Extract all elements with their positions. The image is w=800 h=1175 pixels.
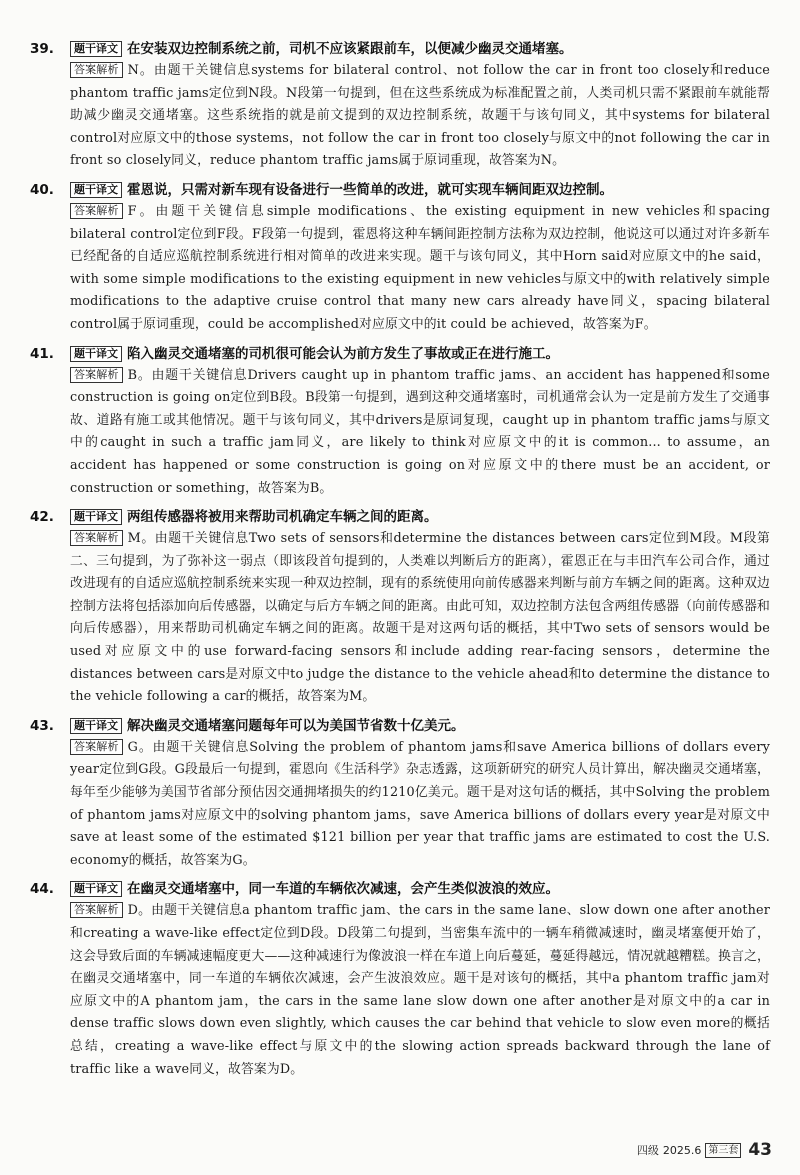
question-44 bbox=[30, 878, 770, 1081]
question-translation-line bbox=[30, 506, 770, 528]
question-translation-line bbox=[30, 179, 770, 201]
analysis-tag: 答案解析 bbox=[70, 62, 123, 78]
answer-analysis-paragraph bbox=[70, 365, 770, 501]
question-translation-line bbox=[30, 38, 770, 60]
answer-analysis-paragraph bbox=[70, 900, 770, 1081]
page-footer bbox=[637, 1140, 772, 1160]
question-translation-line bbox=[30, 878, 770, 900]
question-40 bbox=[30, 179, 770, 337]
question-translation: 在幽灵交通堵塞中，同一车道的车辆依次减速，会产生类似波浪的效应。 bbox=[127, 881, 559, 898]
question-translation: 解决幽灵交通堵塞问题每年可以为美国节省数十亿美元。 bbox=[127, 717, 465, 734]
question-number: 41. bbox=[30, 345, 54, 362]
question-translation-line bbox=[30, 715, 770, 737]
analysis-tag: 答案解析 bbox=[70, 203, 123, 219]
question-number: 39. bbox=[30, 41, 54, 57]
analysis-tag: 答案解析 bbox=[70, 367, 123, 383]
translation-tag: 题干译文 bbox=[70, 718, 122, 734]
answer-analysis-paragraph bbox=[70, 201, 770, 337]
translation-tag: 题干译文 bbox=[70, 509, 122, 525]
answer-section bbox=[30, 38, 770, 1087]
answer-analysis: G。由题干关键信息Solving the problem of phantom jams和save America billions of dollars every year定位到G段。G段最后一句提到，霍恩向《生活科学》杂志透露，这项新研究的研究人员计算出，解决幽灵交通堵塞，每年至少能够为美国节省部分预估因交通拥堵损失的约1210亿美元。题干是对这句话的概括，其中Solving the problem of phantom jams对应原文中的solving phantom jams，save America billions of dollars every year是对原文中save at least some of the estimated $121 billion per year that traffic jams are estimated to cost the U.S. economy的概括，故答案为G。 bbox=[70, 739, 770, 868]
publication-name: 四级 bbox=[636, 1144, 659, 1157]
analysis-tag: 答案解析 bbox=[70, 739, 123, 755]
answer-analysis: F。由题干关键信息simple modifications、the existing equipment in new vehicles和spacing bilateral control定位到F段。F段第一句提到，霍恩将这种车辆间距控制方法称为双边控制，他说这可以通过对许多新车已经配备的自适应巡航控制系统进行相对简单的改进来实现。题干与该句同义，其中Horn said对应原文中的he said，with some simple modifications to the existing equipment in new vehicles与原文中的with relatively simple modifications to the adaptive cruise control that many new cars already have同义，spacing bilateral control属于原词重现，could be accomplished对应原文中的it could be achieved，故答案为F。 bbox=[70, 203, 770, 332]
answer-analysis-paragraph bbox=[70, 737, 770, 873]
analysis-tag: 答案解析 bbox=[70, 530, 123, 546]
question-translation: 两组传感器将被用来帮助司机确定车辆之间的距离。 bbox=[127, 509, 438, 526]
translation-tag: 题干译文 bbox=[70, 182, 122, 198]
translation-tag: 题干译文 bbox=[70, 346, 122, 362]
question-translation: 霍恩说，只需对新车现有设备进行一些简单的改进，就可实现车辆间距双边控制。 bbox=[127, 181, 613, 198]
analysis-tag: 答案解析 bbox=[70, 902, 123, 918]
question-39 bbox=[30, 38, 770, 173]
answer-analysis: B。由题干关键信息Drivers caught up in phantom traffic jams、an accident has happened和some construction is going on定位到B段。B段第一句提到，遇到这种交通堵塞时，司机通常会认为一定是前方发生了交通事故、道路有施工或其他情况。题干与该句同义，其中drivers是原词复现，caught up in phantom traffic jams与原文中的caught in such a traffic jam同义，are likely to think对应原文中的it is common... to assume，an accident has happened or some construction is going on对应原文中的there must be an accident, or construction or something，故答案为B。 bbox=[70, 367, 770, 496]
translation-tag: 题干译文 bbox=[70, 881, 122, 897]
question-43 bbox=[30, 715, 770, 873]
question-number: 42. bbox=[30, 509, 54, 526]
page-number: 43 bbox=[748, 1140, 772, 1160]
question-number: 44. bbox=[30, 881, 54, 898]
answer-analysis: M。由题干关键信息Two sets of sensors和determine the distances between cars定位到M段。M段第二、三句提到，为了弥补这一弱点（即该段首句提到的，人类难以判断后方的距离），霍恩正在与丰田汽车公司合作，通过改进现有的自适应巡航控制系统来实现一种双边控制，现有的系统使用向前传感器来判断与前方车辆之间的距离。这种双边控制方法将包括添加向后传感器，以确定与后方车辆之间的距离。由此可知，双边控制方法包含两组传感器（向前传感器和向后传感器），用来帮助司机确定车辆之间的距离。故题干是对这两句话的概括，其中Two sets of sensors would be used对应原文中的use forward-facing sensors和include adding rear-facing sensors，determine the distances between cars是对原文中to judge the distance to the vehicle ahead和to determine the distance to the vehicle following a car的概括，故答案为M。 bbox=[70, 531, 770, 705]
answer-analysis: N。由题干关键信息systems for bilateral control、not follow the car in front too closely和reduce phantom traffic jams定位到N段。N段第一句提到，但在这些系统成为标准配置之前，人类司机只需不紧跟前车就能帮助减少幽灵交通堵塞。这些系统指的就是前文提到的双边控制系统，故题干与该句同义，其中systems for bilateral control对应原文中的those systems，not follow the car in front too closely与原文中的not following the car in front so closely同义，reduce phantom traffic jams属于原词重现，故答案为N。 bbox=[70, 63, 770, 169]
answer-analysis-paragraph bbox=[70, 528, 770, 709]
question-number: 40. bbox=[30, 181, 54, 198]
question-translation-line bbox=[30, 343, 770, 365]
answer-analysis: D。由题干关键信息a phantom traffic jam、the cars in the same lane、slow down one after another和creating a wave-like effect定位到D段。D段第二句提到，当密集车流中的一辆车稍微减速时，幽灵堵塞便开始了，这会导致后面的车辆减速幅度更大——这种减速行为像波浪一样在车道上向后蔓延，蔓延得越远，情况就越糟糕。换言之，在幽灵交通堵塞中，同一车道的车辆依次减速，会产生波浪效应。题干是对该句的概括，其中a phantom traffic jam对应原文中的A phantom jam，the cars in the same lane slow down one after another是对原文中的a car in dense traffic slows down even slightly, which causes the car behind that vehicle to slow even more的概括总结，creating a wave-like effect与原文中的the slowing action spreads backward through the lane of traffic like a wave同义，故答案为D。 bbox=[70, 903, 770, 1077]
question-number: 43. bbox=[30, 717, 54, 734]
question-41 bbox=[30, 343, 770, 501]
publication-date: 2025.6 bbox=[662, 1143, 702, 1157]
translation-tag: 题干译文 bbox=[70, 41, 122, 57]
question-translation: 陷入幽灵交通堵塞的司机很可能会认为前方发生了事故或正在进行施工。 bbox=[127, 345, 559, 362]
issue-badge: 第三套 bbox=[705, 1143, 741, 1158]
answer-analysis-paragraph bbox=[70, 60, 770, 173]
question-translation: 在安装双边控制系统之前，司机不应该紧跟前车，以便减少幽灵交通堵塞。 bbox=[127, 41, 573, 57]
question-42 bbox=[30, 506, 770, 709]
